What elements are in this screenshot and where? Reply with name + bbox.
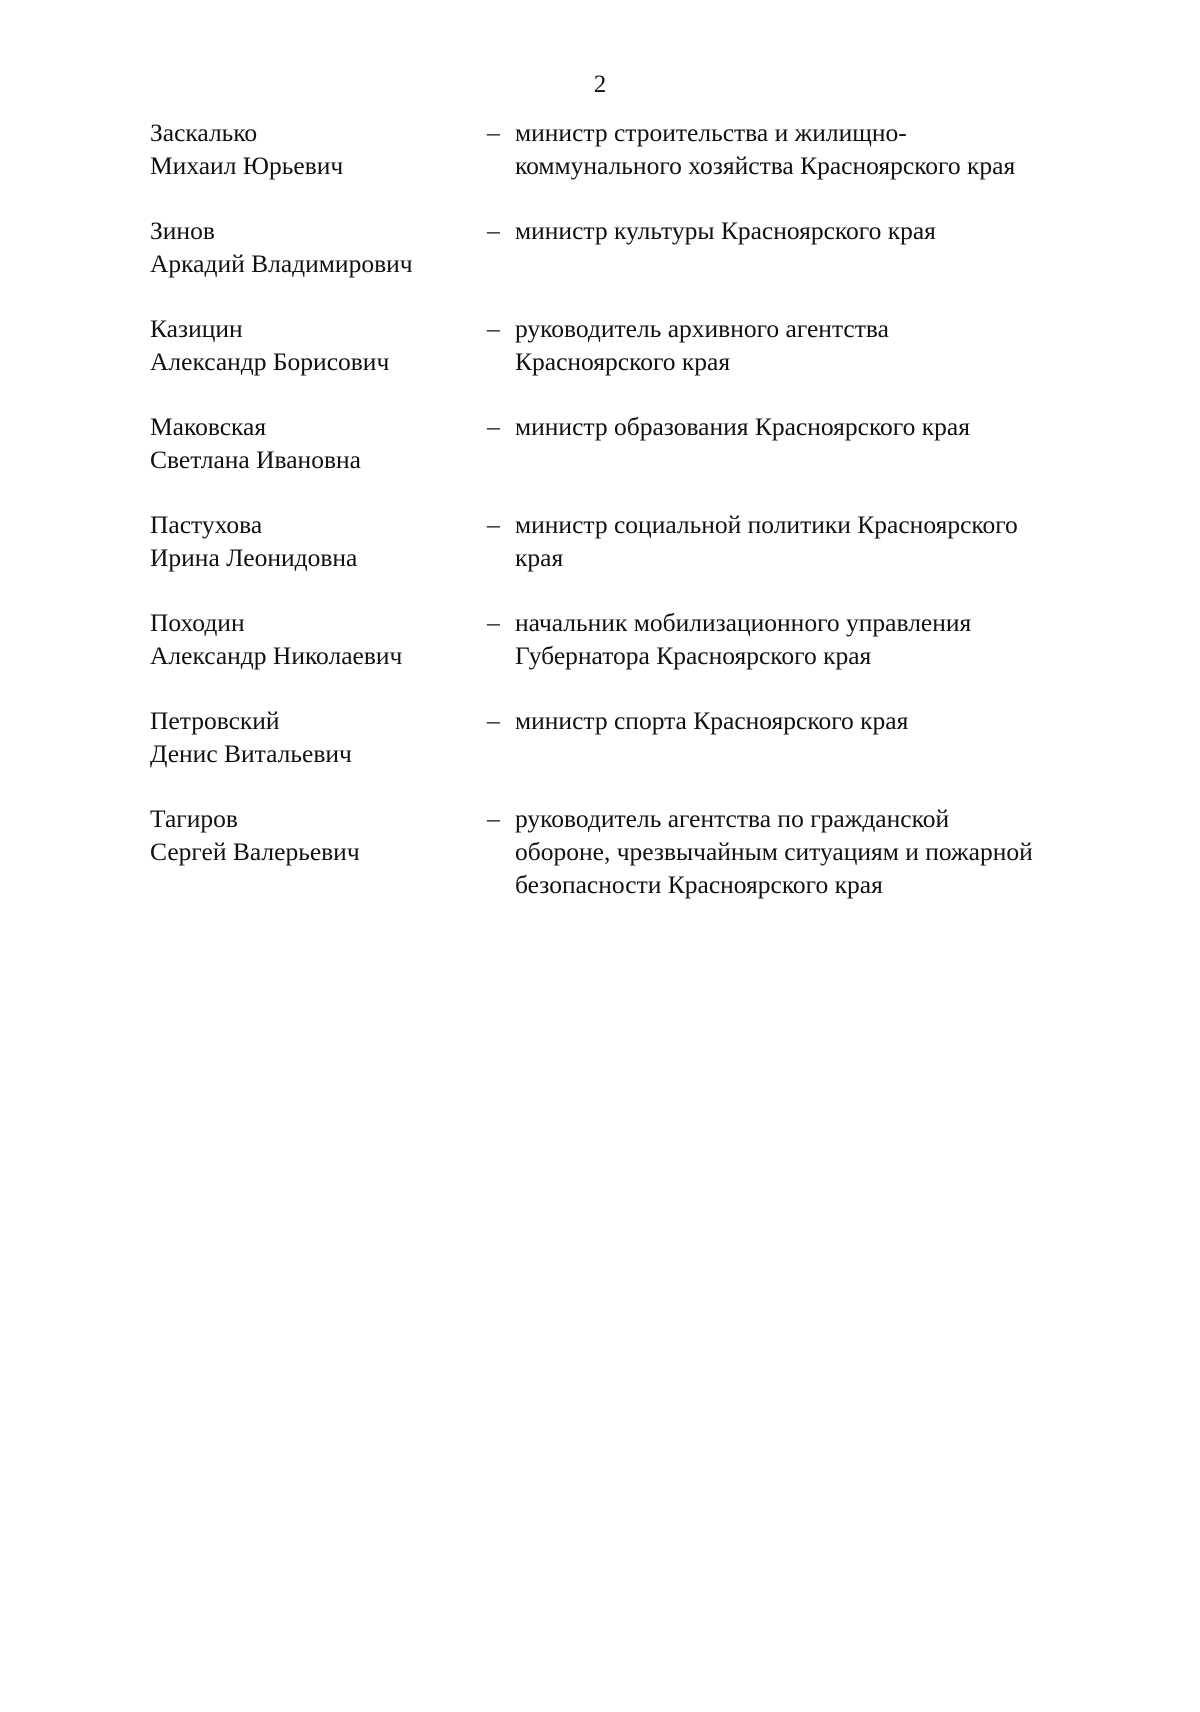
member-position <box>515 802 1090 901</box>
separator-dash: – <box>487 412 500 441</box>
member-position <box>515 704 1090 737</box>
member-given-names: Светлана Ивановна <box>150 445 361 474</box>
separator-dash: – <box>487 510 500 539</box>
member-given-names: Ирина Леонидовна <box>150 543 358 572</box>
list-item <box>150 312 1110 410</box>
position-line: министр культуры Красноярского края <box>515 216 936 245</box>
member-surname: Зинов <box>150 216 215 245</box>
member-name <box>150 802 480 868</box>
member-name <box>150 410 480 476</box>
position-line: руководитель агентства по гражданской <box>515 804 950 833</box>
list-item <box>150 116 1110 214</box>
member-surname: Походин <box>150 608 245 637</box>
list-item <box>150 508 1110 606</box>
member-name <box>150 704 480 770</box>
position-line: министр спорта Красноярского края <box>515 706 909 735</box>
member-surname: Пастухова <box>150 510 263 539</box>
member-given-names: Аркадий Владимирович <box>150 249 413 278</box>
member-list <box>150 116 1110 934</box>
member-position <box>515 214 1090 247</box>
member-name <box>150 508 480 574</box>
member-name <box>150 214 480 280</box>
member-surname: Тагиров <box>150 804 238 833</box>
member-given-names: Александр Николаевич <box>150 641 403 670</box>
member-given-names: Денис Витальевич <box>150 739 352 768</box>
member-position <box>515 312 1090 378</box>
list-item <box>150 214 1110 312</box>
list-item <box>150 606 1110 704</box>
position-line: коммунального хозяйства Красноярского края <box>515 151 1016 180</box>
member-position <box>515 116 1090 182</box>
separator-dash: – <box>487 216 500 245</box>
position-line: безопасности Красноярского края <box>515 870 883 899</box>
member-name <box>150 116 480 182</box>
member-surname: Петровский <box>150 706 280 735</box>
member-position <box>515 410 1090 443</box>
position-line: Красноярского края <box>515 347 731 376</box>
member-given-names: Александр Борисович <box>150 347 390 376</box>
position-line: Губернатора Красноярского края <box>515 641 872 670</box>
list-item <box>150 704 1110 802</box>
position-line: обороне, чрезвычайным ситуациям и пожарной <box>515 837 1033 866</box>
separator-dash: – <box>487 314 500 343</box>
position-line: министр строительства и жилищно- <box>515 118 907 147</box>
member-position <box>515 508 1090 574</box>
list-item <box>150 410 1110 508</box>
list-item <box>150 802 1110 934</box>
separator-dash: – <box>487 608 500 637</box>
position-line: министр образования Красноярского края <box>515 412 970 441</box>
position-line: руководитель архивного агентства <box>515 314 889 343</box>
page-number: 2 <box>593 71 607 98</box>
separator-dash: – <box>487 706 500 735</box>
position-line: начальник мобилизационного управления <box>515 608 972 637</box>
member-surname: Казицин <box>150 314 243 343</box>
member-name <box>150 606 480 672</box>
separator-dash: – <box>487 118 500 147</box>
member-given-names: Михаил Юрьевич <box>150 151 344 180</box>
member-position <box>515 606 1090 672</box>
position-line: министр социальной политики Красноярского <box>515 510 1018 539</box>
member-surname: Заскалько <box>150 118 258 147</box>
separator-dash: – <box>487 804 500 833</box>
member-surname: Маковская <box>150 412 267 441</box>
member-given-names: Сергей Валерьевич <box>150 837 360 866</box>
position-line: края <box>515 543 564 572</box>
member-name <box>150 312 480 378</box>
